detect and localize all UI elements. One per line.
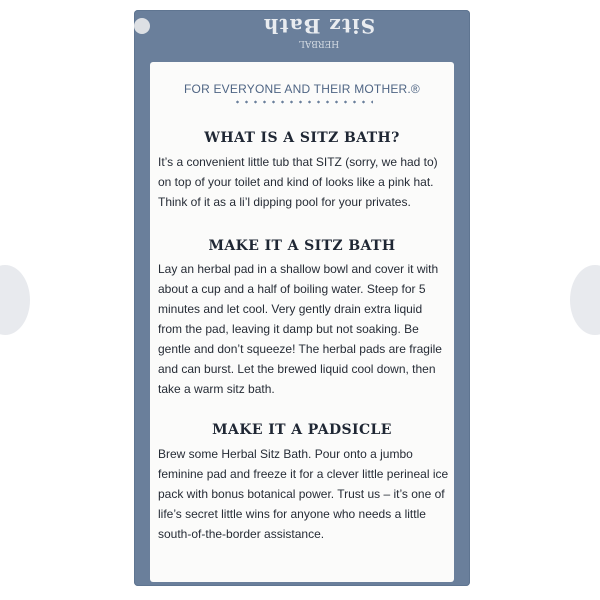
body-line: life’s secret little wins for anyone who needs a little: [158, 507, 426, 521]
body-line: on top of your toilet and kind of looks like a pink hat.: [158, 175, 434, 189]
section-body-sitz-bath: [158, 259, 453, 399]
background-shape-left: [0, 265, 30, 335]
section-heading-sitz-bath: MAKE IT A SITZ BATH: [208, 238, 396, 254]
mirrored-product-title: Sitz Bath: [262, 14, 376, 38]
background-shape-right: [570, 265, 600, 335]
body-line: feminine pad and freeze it for a clever little perineal ice: [158, 467, 449, 481]
product-box: [134, 10, 470, 586]
tagline: FOR EVERYONE AND THEIR MOTHER.®: [184, 82, 420, 96]
brand-logo-icon: [134, 18, 150, 34]
section-heading-what-is: WHAT IS A SITZ BATH?: [204, 130, 400, 146]
mirrored-product-subtitle: HERBAL: [298, 38, 340, 48]
body-line: about a cup and a half of boiling water. Steep for 5: [158, 282, 426, 296]
body-line: take a warm sitz bath.: [158, 382, 275, 396]
body-line: and can burst. Let the brewed liquid cool down, then: [158, 362, 436, 376]
section-body-padsicle: [158, 444, 453, 544]
body-line: gentle and don’t squeeze! The herbal pads are fragile: [158, 342, 442, 356]
body-line: pack with bonus botanical power. Trust us – it’s one of: [158, 487, 445, 501]
box-top-strip: [134, 10, 470, 60]
body-line: Brew some Herbal Sitz Bath. Pour onto a jumbo: [158, 447, 413, 461]
instruction-panel: [150, 62, 454, 582]
body-line: from the pad, leaving it damp but not soaking. Be: [158, 322, 419, 336]
body-line: It’s a convenient little tub that SITZ (sorry, we had to): [158, 155, 438, 169]
dotted-divider: [233, 100, 373, 104]
body-line: south-of-the-border assistance.: [158, 527, 325, 541]
body-line: Think of it as a li’l dipping pool for your privates.: [158, 195, 411, 209]
section-body-what-is: [158, 152, 453, 212]
section-heading-padsicle: MAKE IT A PADSICLE: [212, 422, 392, 438]
body-line: Lay an herbal pad in a shallow bowl and cover it with: [158, 262, 439, 276]
body-line: minutes and let cool. Very gently drain extra liquid: [158, 302, 423, 316]
